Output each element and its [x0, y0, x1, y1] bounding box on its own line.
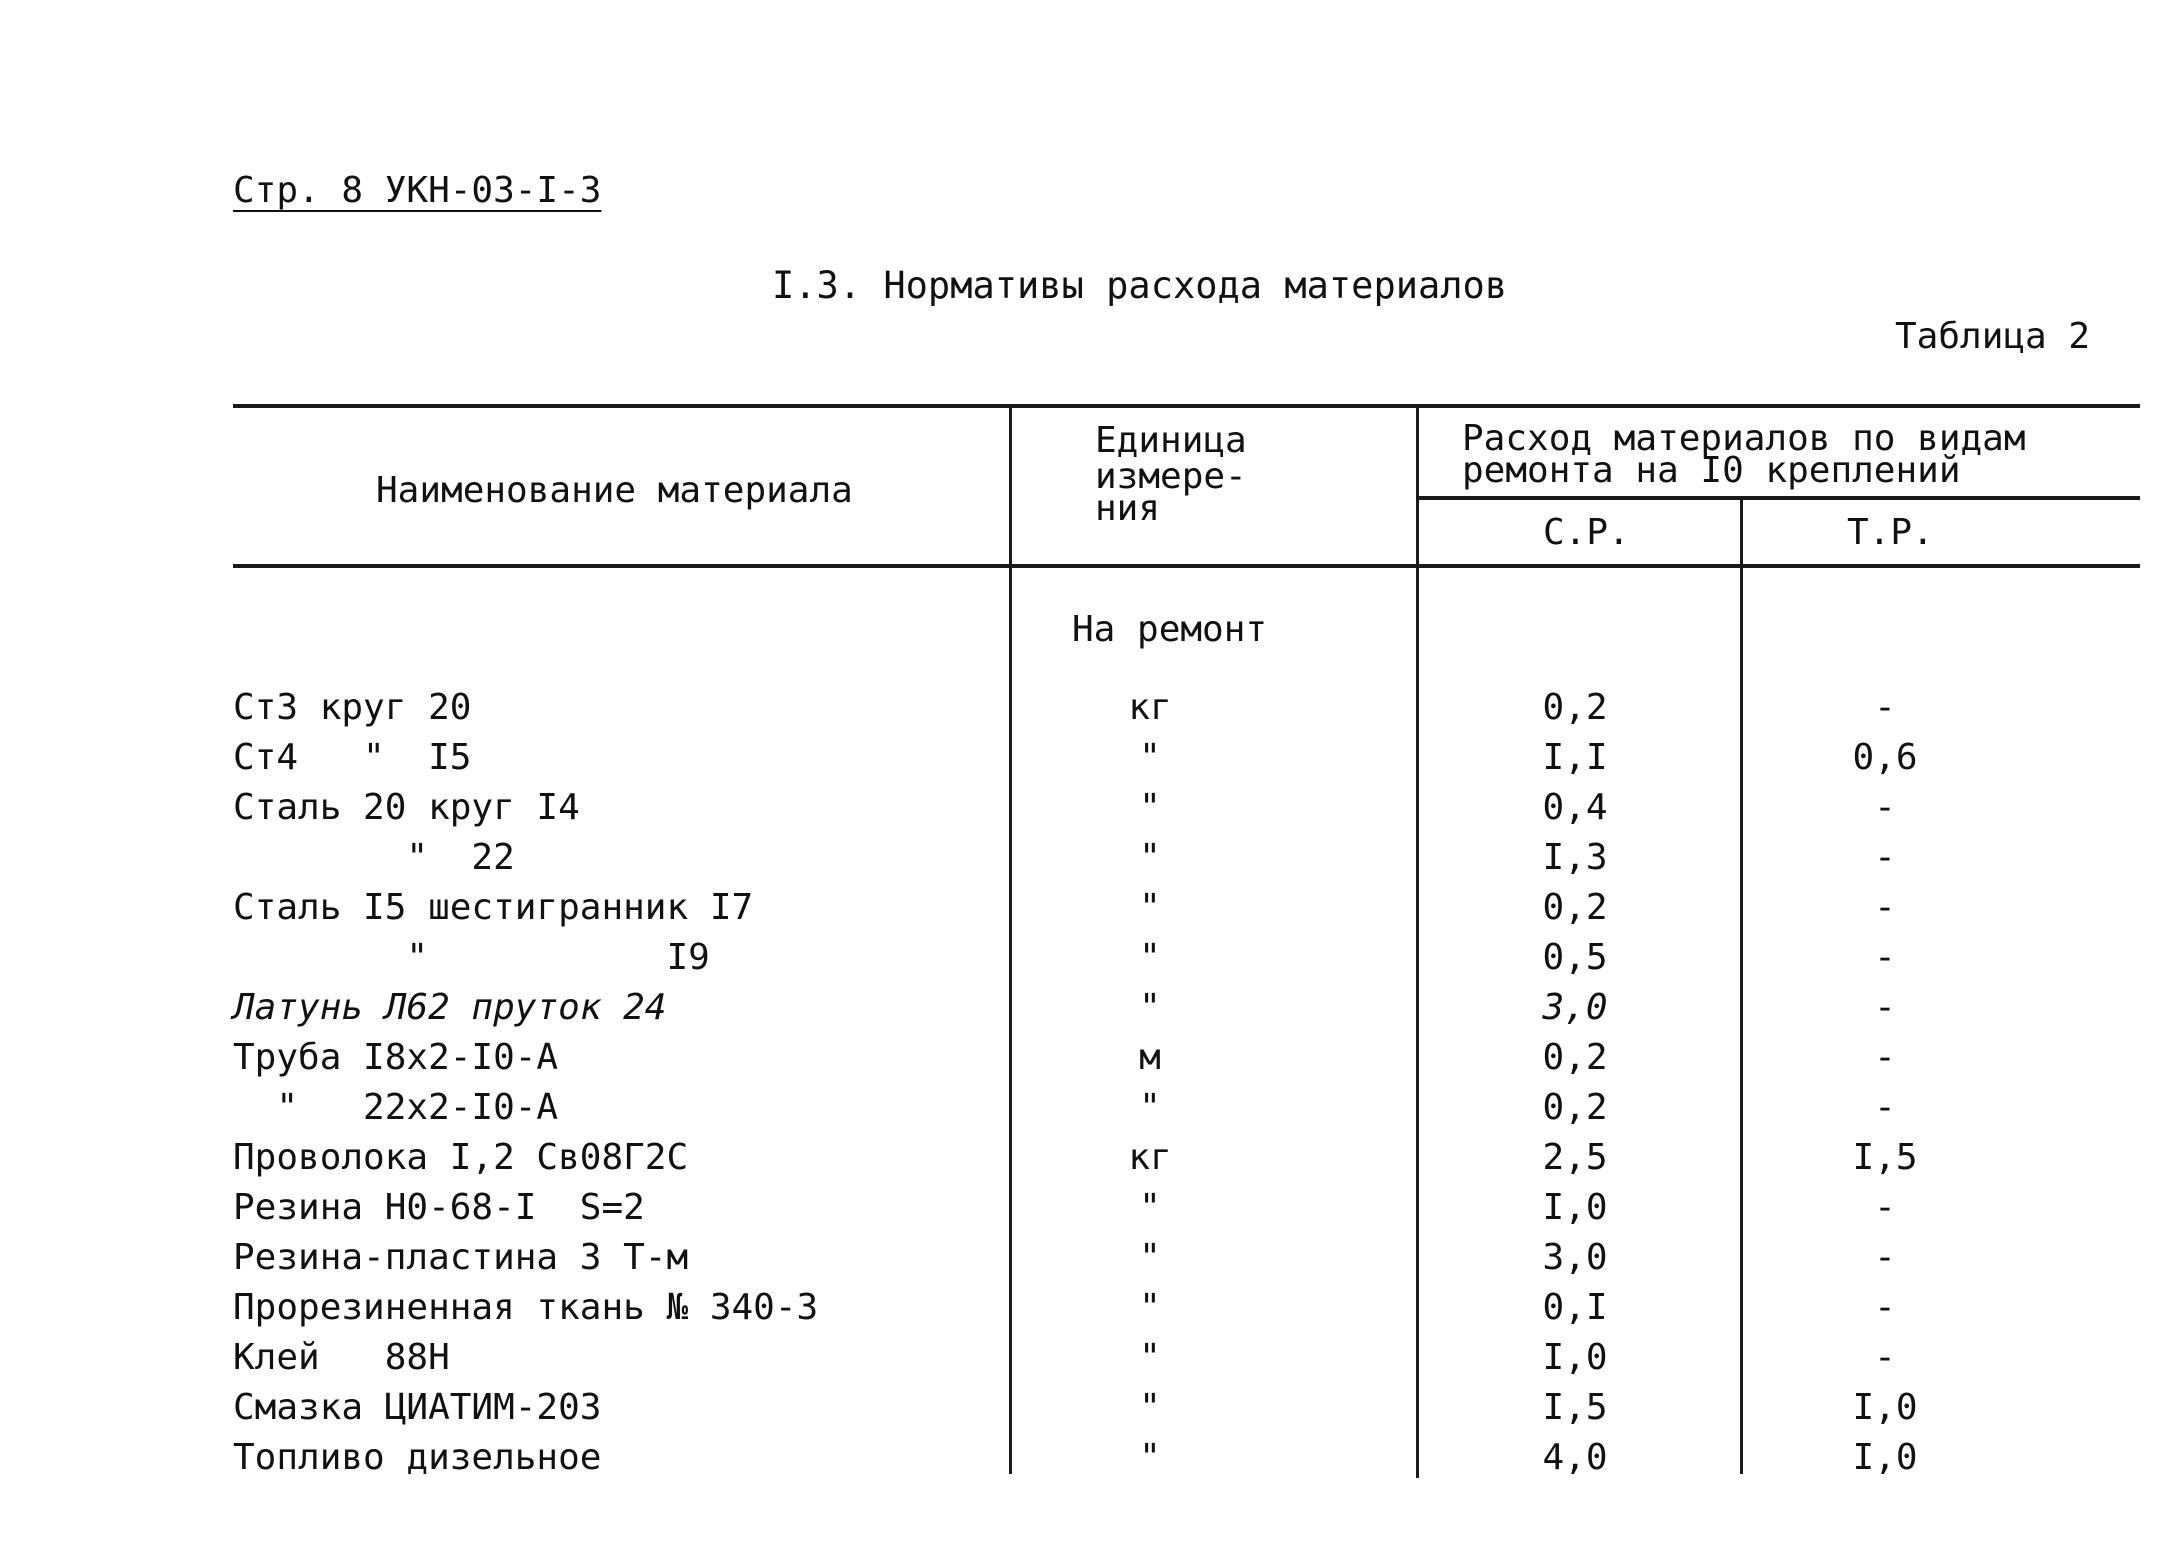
row-sr-value: 3,0 [1542, 1237, 1608, 1278]
header-consumption-line2: ремонта на I0 креплений [1462, 450, 1961, 491]
table-label: Таблица 2 [1895, 316, 2091, 357]
row-sr-value: 3,0 [1542, 987, 1608, 1028]
row-material-name: Прорезиненная ткань № 340-3 [233, 1287, 819, 1328]
row-material-name: Резина Н0-68-I S=2 [233, 1187, 645, 1228]
row-tr-value: I,0 [1852, 1437, 1918, 1478]
row-sr-value: 4,0 [1542, 1437, 1608, 1478]
table-top-rule [233, 404, 2140, 408]
group-label: На ремонт [1072, 609, 1268, 650]
row-tr-value: - [1874, 1187, 1896, 1228]
row-unit: " [1139, 1237, 1161, 1278]
row-sr-value: 2,5 [1542, 1137, 1608, 1178]
row-unit: кг [1128, 1137, 1172, 1178]
row-unit: м [1139, 1037, 1161, 1078]
section-title: I.3. Нормативы расхода материалов [772, 264, 1508, 307]
row-material-name: Сталь I5 шестигранник I7 [233, 887, 754, 928]
row-unit: " [1139, 1087, 1161, 1128]
row-unit: " [1139, 837, 1161, 878]
row-tr-value: - [1874, 1237, 1896, 1278]
row-unit: " [1139, 937, 1161, 978]
row-tr-value: - [1874, 1287, 1896, 1328]
row-unit: " [1139, 787, 1161, 828]
header-unit-line3: ния [1095, 488, 1161, 529]
row-material-name: Клей 88Н [233, 1337, 450, 1378]
row-unit: " [1139, 1287, 1161, 1328]
row-tr-value: - [1874, 1037, 1896, 1078]
row-material-name: Смазка ЦИАТИМ-203 [233, 1387, 602, 1428]
row-tr-value: - [1874, 787, 1896, 828]
row-sr-value: I,I [1542, 737, 1608, 778]
header-consumption-line1: Расход материалов по видам [1462, 418, 2026, 459]
row-material-name: Ст4 " I5 [233, 737, 472, 778]
row-tr-value: - [1874, 837, 1896, 878]
row-unit: кг [1128, 687, 1172, 728]
row-material-name: Резина-пластина 3 Т-м [233, 1237, 689, 1278]
row-sr-value: I,3 [1542, 837, 1608, 878]
row-sr-value: 0,2 [1542, 1037, 1608, 1078]
header-unit-line1: Единица [1095, 420, 1247, 461]
row-sr-value: 0,2 [1542, 687, 1608, 728]
row-tr-value: 0,6 [1852, 737, 1918, 778]
row-sr-value: 0,2 [1542, 1087, 1608, 1128]
row-tr-value: - [1874, 937, 1896, 978]
row-unit: " [1139, 987, 1161, 1028]
column-divider-sr-tr [1740, 498, 1743, 1474]
row-material-name: Проволока I,2 Св08Г2С [233, 1137, 689, 1178]
row-material-name: Ст3 круг 20 [233, 687, 472, 728]
row-material-name: " I9 [233, 937, 710, 978]
header-tr: Т.Р. [1847, 512, 1934, 553]
row-tr-value: I,5 [1852, 1137, 1918, 1178]
row-unit: " [1139, 1437, 1161, 1478]
row-unit: " [1139, 1387, 1161, 1428]
row-sr-value: I,5 [1542, 1387, 1608, 1428]
row-material-name: " 22 [233, 837, 515, 878]
row-material-name: Топливо дизельное [233, 1437, 602, 1478]
header-material-name: Наименование материала [376, 470, 853, 511]
row-sr-value: 0,4 [1542, 787, 1608, 828]
row-sr-value: 0,5 [1542, 937, 1608, 978]
column-divider-unit-consumption [1416, 404, 1419, 1478]
header-bottom-rule [233, 564, 2140, 568]
row-material-name: Сталь 20 круг I4 [233, 787, 580, 828]
row-tr-value: - [1874, 1337, 1896, 1378]
row-tr-value: - [1874, 687, 1896, 728]
row-sr-value: I,0 [1542, 1187, 1608, 1228]
row-unit: " [1139, 1337, 1161, 1378]
subheader-rule [1418, 496, 2140, 500]
row-unit: " [1139, 887, 1161, 928]
page-reference: Стр. 8 УКН-03-I-3 [233, 170, 602, 211]
row-sr-value: 0,I [1542, 1287, 1608, 1328]
column-divider-name-unit [1009, 404, 1012, 1474]
row-tr-value: I,0 [1852, 1387, 1918, 1428]
row-sr-value: I,0 [1542, 1337, 1608, 1378]
row-material-name: " 22x2-I0-А [233, 1087, 559, 1128]
header-sr: С.Р. [1543, 512, 1630, 553]
row-material-name: Латунь Л62 пруток 24 [233, 987, 667, 1028]
row-unit: " [1139, 1187, 1161, 1228]
header-unit-line2: измере- [1095, 456, 1247, 497]
row-tr-value: - [1874, 887, 1896, 928]
row-tr-value: - [1874, 987, 1896, 1028]
row-material-name: Труба I8x2-I0-А [233, 1037, 559, 1078]
row-unit: " [1139, 737, 1161, 778]
row-tr-value: - [1874, 1087, 1896, 1128]
row-sr-value: 0,2 [1542, 887, 1608, 928]
